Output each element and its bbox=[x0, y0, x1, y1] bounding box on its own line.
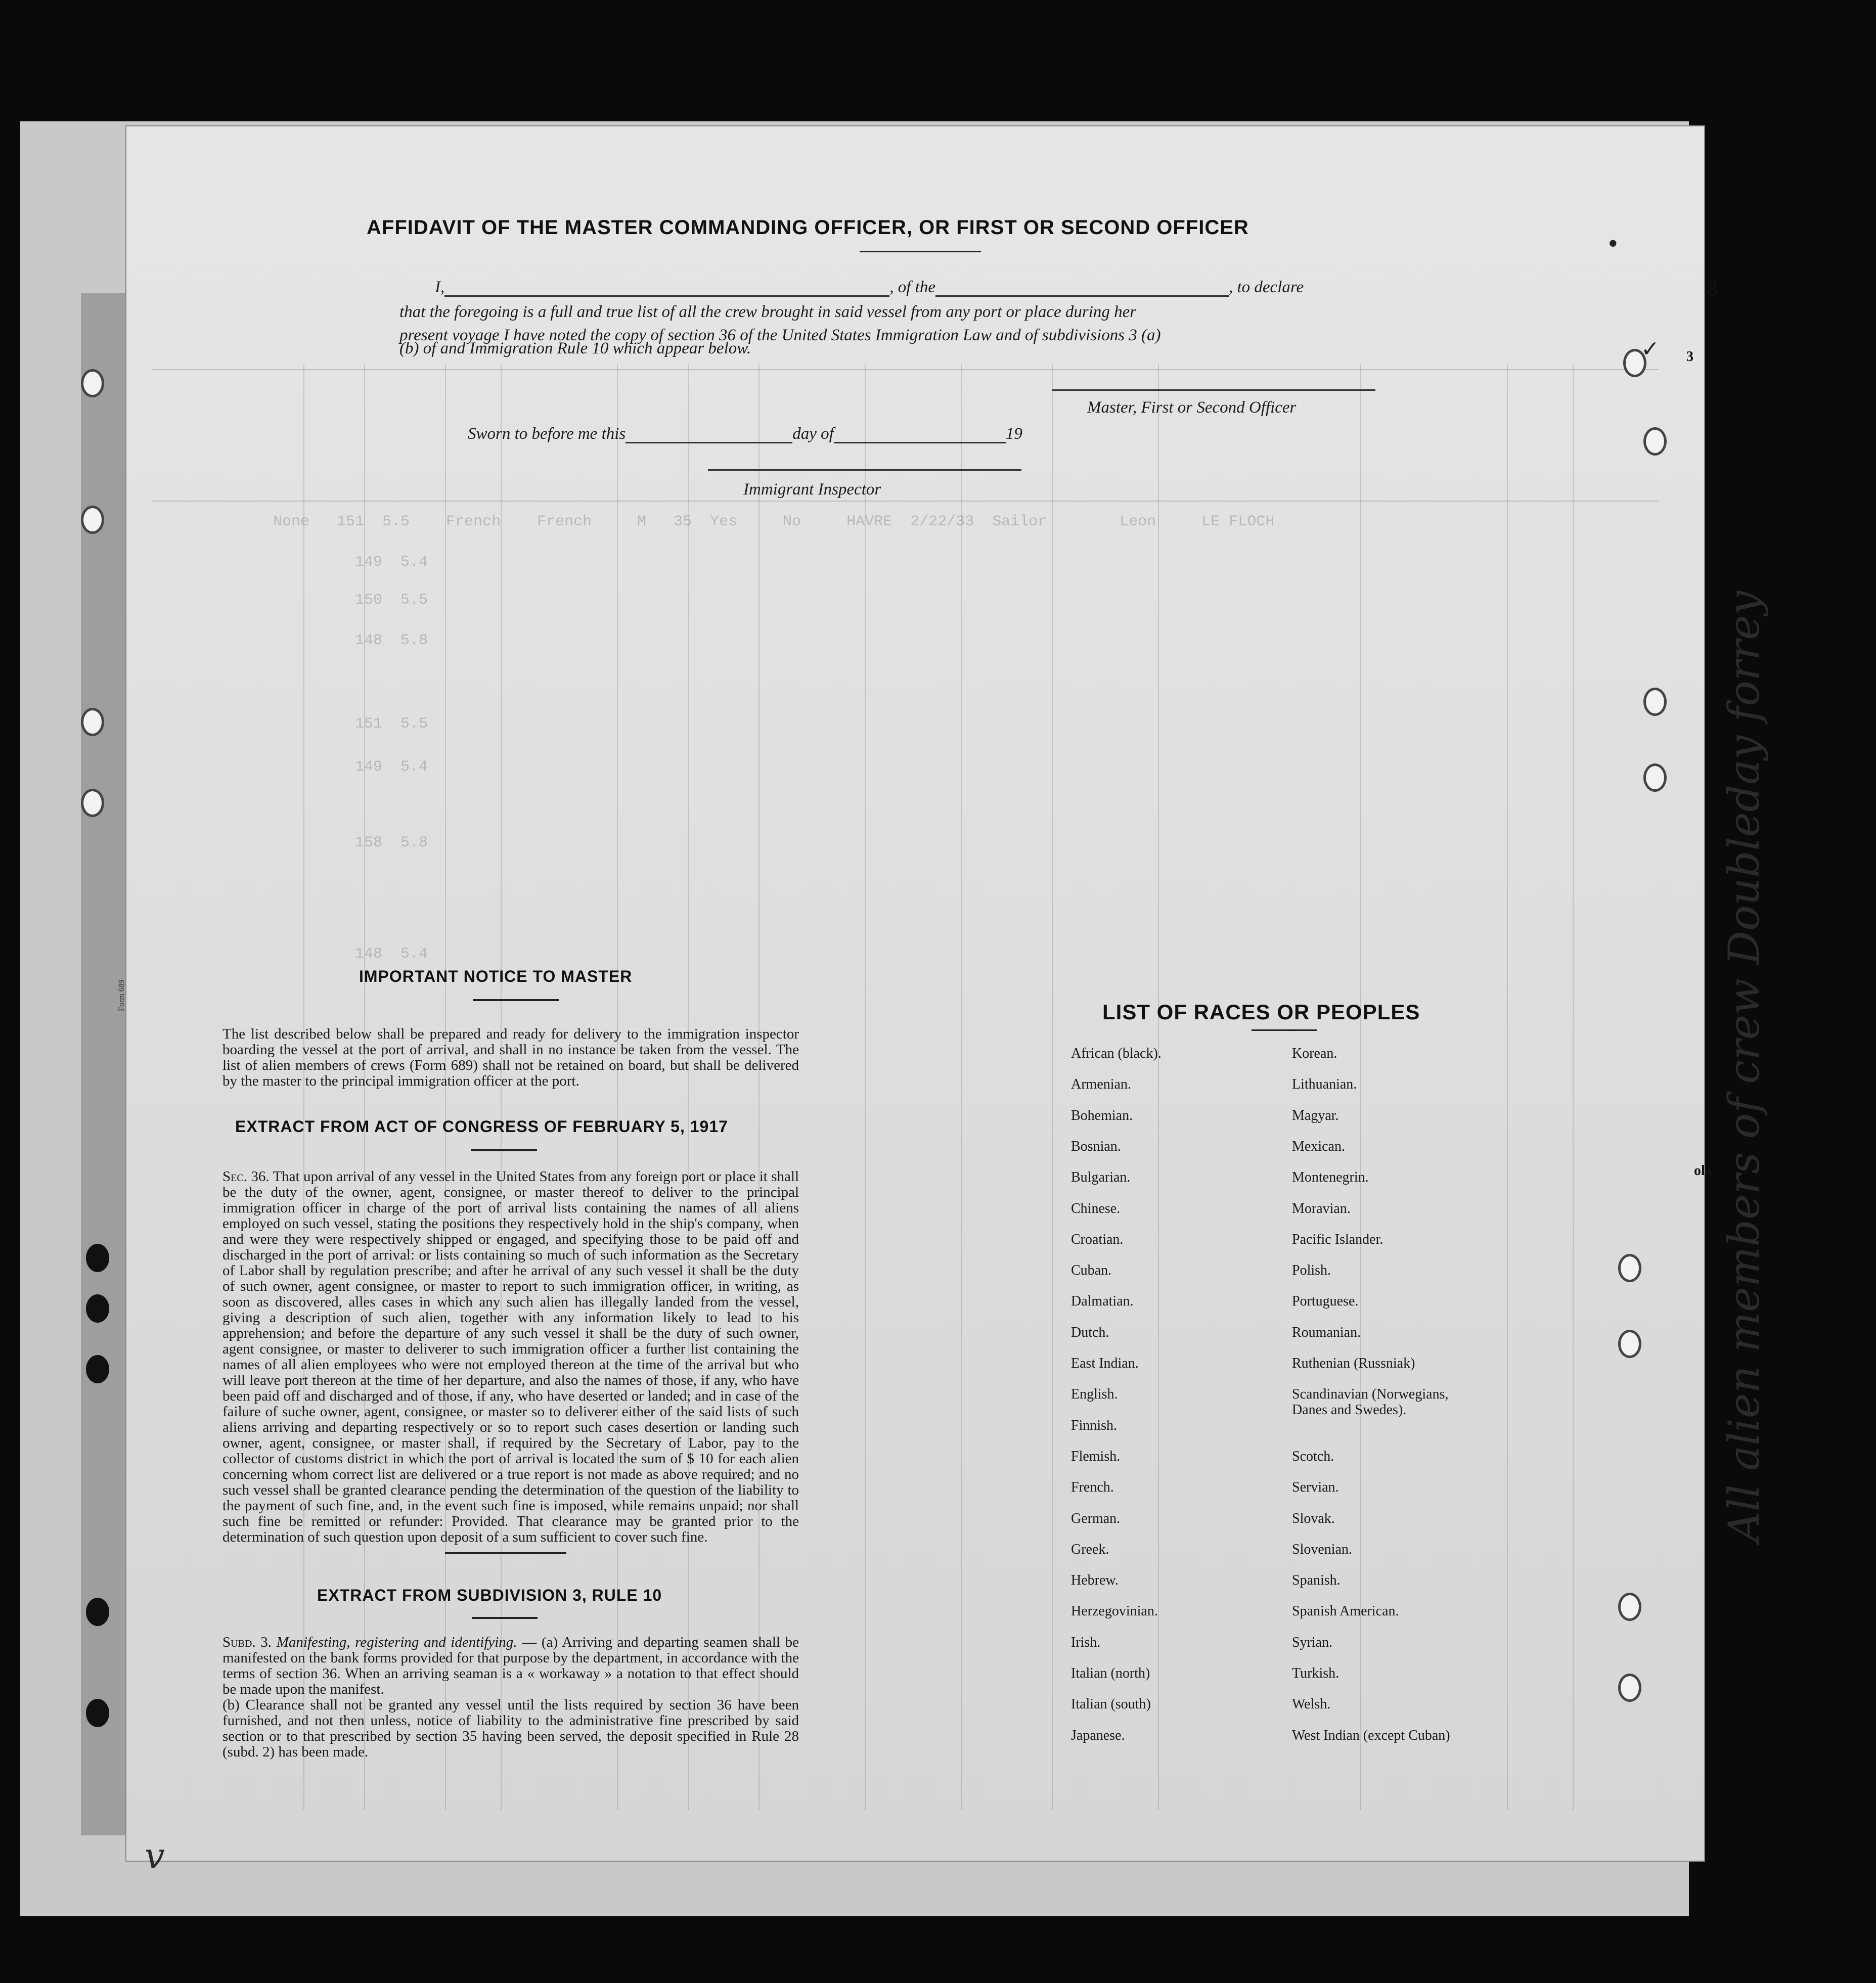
race-item: Moravian. bbox=[1292, 1200, 1351, 1216]
race-item: Chinese. bbox=[1071, 1200, 1121, 1216]
inspector-label: Immigrant Inspector bbox=[743, 480, 881, 499]
race-item: Bulgarian. bbox=[1071, 1169, 1131, 1186]
notice-text: The list described below shall be prepared and ready for delivery to the immigration inspector boarding the vessel at the port of arrival, and shall in no instance be taken from the vessel. The list of alien members of crews (Form 689) shall not be retained on board, but shall be delivered by the master to the principal immigration officer at the port. bbox=[222, 1026, 799, 1089]
binder-hole bbox=[86, 1699, 109, 1727]
ghost-header-line bbox=[152, 501, 1659, 502]
race-item: African (black). bbox=[1071, 1046, 1162, 1061]
binder-hole bbox=[86, 1244, 109, 1272]
ghost-column-line bbox=[1360, 364, 1361, 1810]
rule-divider bbox=[472, 1617, 538, 1619]
races-heading: LIST OF RACES OR PEOPLES bbox=[1102, 1000, 1420, 1024]
binder-hole bbox=[1618, 1674, 1641, 1702]
binder-hole bbox=[1643, 763, 1667, 792]
race-item: Turkish. bbox=[1292, 1665, 1339, 1681]
ghost-row: 150 5.5 bbox=[273, 592, 428, 609]
ghost-row: 148 5.4 bbox=[273, 945, 428, 963]
race-item: Croatian. bbox=[1071, 1231, 1124, 1247]
race-item: Spanish. bbox=[1292, 1572, 1341, 1589]
binder-hole bbox=[81, 708, 104, 736]
ghost-row: 151 5.5 bbox=[273, 715, 428, 733]
sworn-line bbox=[468, 425, 1022, 443]
race-item: Spanish American. bbox=[1292, 1603, 1399, 1619]
day-of-label: day of bbox=[792, 425, 834, 443]
vessel-blank bbox=[935, 295, 1229, 297]
ghost-column-line bbox=[961, 364, 962, 1810]
pencil-mark: v bbox=[145, 1835, 165, 1877]
race-item: Dalmatian. bbox=[1071, 1293, 1134, 1310]
binder-hole bbox=[81, 369, 104, 397]
ghost-column-line bbox=[1052, 364, 1053, 1810]
race-item: Greek. bbox=[1071, 1541, 1109, 1557]
act-heading: EXTRACT FROM ACT OF CONGRESS OF FEBRUARY 5, 1917 bbox=[235, 1117, 728, 1136]
race-item: Polish. bbox=[1292, 1263, 1331, 1279]
sec-label: Sec. 36. bbox=[222, 1168, 270, 1185]
affidavit-declare-label: , to declare bbox=[1228, 278, 1304, 296]
race-item: Magyar. bbox=[1292, 1107, 1339, 1123]
name-blank bbox=[444, 295, 889, 297]
margin-mark: 3 bbox=[1686, 349, 1693, 365]
title-underline bbox=[860, 251, 981, 252]
ghost-row: 148 5.8 bbox=[273, 632, 428, 649]
ghost-column-line bbox=[1573, 364, 1574, 1810]
race-item: Flemish. bbox=[1071, 1448, 1121, 1464]
ghost-row: None 151 5.5 French French M 35 Yes No HAVRE 2/22/33 Sailor Leon LE FLOCH bbox=[273, 513, 1275, 530]
race-item: Italian (north) bbox=[1071, 1665, 1150, 1681]
race-item: Pacific Islander. bbox=[1292, 1231, 1383, 1247]
notice-heading: IMPORTANT NOTICE TO MASTER bbox=[359, 967, 633, 985]
races-divider bbox=[1252, 1029, 1317, 1031]
notice-divider bbox=[473, 999, 559, 1001]
race-item: Ruthenian (Russniak) bbox=[1292, 1356, 1415, 1371]
binder-hole bbox=[86, 1294, 109, 1323]
race-item: East Indian. bbox=[1071, 1356, 1139, 1371]
binder-hole bbox=[86, 1355, 109, 1383]
race-item: Roumanian. bbox=[1292, 1324, 1361, 1340]
race-item: Finnish. bbox=[1071, 1417, 1118, 1433]
race-item: Montenegrin. bbox=[1292, 1169, 1369, 1186]
race-item: Bosnian. bbox=[1071, 1138, 1121, 1154]
subd-title: Manifesting, registering and identifying. bbox=[276, 1634, 517, 1650]
race-item: Welsh. bbox=[1292, 1696, 1331, 1712]
race-item: Syrian. bbox=[1292, 1634, 1333, 1650]
year-label: 19 bbox=[1005, 425, 1022, 443]
subd-text-b: (b) Clearance shall not be granted any vessel until the lists required by section 36 have been furnished, and not then unless, notice of liability to the administrative fine prescribed by said section or to that prescribed by section 35 having been served, the deposit specified in Rule 28 (subd. 2) has been made. bbox=[222, 1697, 799, 1760]
rule-heading: EXTRACT FROM SUBDIVISION 3, RULE 10 bbox=[317, 1586, 662, 1604]
race-item: Lithuanian. bbox=[1292, 1076, 1357, 1093]
subd-text-a: — (a) Arriving and departing seamen shall be manifested on the bank forms provided for that purpose by the department, in accordance with the terms of section 36. When an arriving seaman is a « workaway » a notation to that effect should be made upon the manifest. bbox=[222, 1634, 799, 1697]
margin-fragment: ola bbox=[1694, 1163, 1712, 1179]
race-item: Cuban. bbox=[1071, 1263, 1112, 1279]
sworn-label: Sworn to before me this bbox=[468, 425, 626, 443]
affidavit-of-the-label: , of the bbox=[889, 278, 935, 296]
affidavit-line-1 bbox=[435, 278, 1304, 297]
race-item: Italian (south) bbox=[1071, 1696, 1151, 1712]
ghost-column-line bbox=[865, 364, 866, 1810]
month-blank bbox=[834, 442, 1006, 443]
race-item: Slovenian. bbox=[1292, 1541, 1352, 1557]
race-item: Herzegovinian. bbox=[1071, 1603, 1158, 1619]
act-divider bbox=[471, 1149, 537, 1151]
race-item: Hebrew. bbox=[1071, 1572, 1119, 1589]
race-item: Bohemian. bbox=[1071, 1107, 1133, 1123]
ghost-column-line bbox=[1507, 364, 1508, 1810]
binder-hole bbox=[86, 1598, 109, 1626]
check-mark: • bbox=[1608, 228, 1618, 259]
act-text: That upon arrival of any vessel in the United States from any foreign port or place it shall be the duty of the owner, agent, consignee, or master thereof to deliver to the principal immigration officer in charge of the port of arrival lists containing the names of all aliens employed on such vessel, stating the positions they respectively hold in the ship's company, when and were they were respectively shipped or engaged, and specifying those to be paid off and discharged in the port of arrival: or lists containing so much of such information as the Secretary of Labor shall by regulation prescribe; and after he arrival of any such vessel it shall be the duty of such owner, agent consignee, or master to report to such immigration officer, in writing, as soon as discovered, alles cases in which any such alien has illegally landed from the vessel, giving a description of such alien, together with any information likely to lead to his apprehension; and before the departure of any such vessel it shall be the duty of such owner, agent consignee, or master to deliverer to such immigration officer a further list containing the names of all alien employees who were not employed thereon at the time of the arrival but who will leave port thereon at the time of her departure, and also the names of those, if any, who have been paid off and discharged and of those, if any, who have deserted or landed; and in case of the failure of suche owner, agent, consignee, or master so to deliverer either of the said lists of such aliens arriving and departing respectively or so to report such cases desertion or landing such owner, agent, consignee, or master shall, if required by the Secretary of Labor, pay to the collector of customs district in which the port of arrival is located the sum of $ 10 for each alien concerning whom correct list are delivered or a true report is not made as above required; and no such vessel shall be granted clearance pending the determination of the question of the liability to the payment of such fine, and, in the event such fine is imposed, while remains unpaid; nor shall such fine be remitted or refunder: Provided. That clearance may be granted prior to the determination of such question upon deposit of a sum sufficient to cover such fine. bbox=[222, 1168, 799, 1545]
inspector-signature-line bbox=[708, 469, 1021, 471]
race-item: English. bbox=[1071, 1386, 1118, 1403]
race-item: French. bbox=[1071, 1479, 1114, 1496]
affidavit-line-2: that the foregoing is a full and true list of all the crew brought in said vessel from any port or place during her bbox=[399, 303, 1137, 321]
check-mark: ✓ bbox=[1641, 337, 1660, 362]
page-number: 8 bbox=[1707, 276, 1718, 301]
day-blank bbox=[626, 442, 792, 443]
race-item: Armenian. bbox=[1071, 1076, 1131, 1093]
affidavit-title: AFFIDAVIT OF THE MASTER COMMANDING OFFICER, OR FIRST OR SECOND OFFICER bbox=[367, 216, 1249, 239]
subd-label: Subd. 3. bbox=[222, 1634, 272, 1650]
binder-hole bbox=[1618, 1330, 1641, 1358]
affidavit-line-4: (b) of and Immigration Rule 10 which appear below. bbox=[399, 339, 751, 357]
binder-hole bbox=[81, 789, 104, 817]
race-item: West Indian (except Cuban) bbox=[1292, 1727, 1450, 1743]
handwritten-annotation-right: All alien members of crew Doubleday forrey bbox=[1719, 591, 1769, 1542]
binder-hole bbox=[1643, 688, 1667, 716]
race-item: Japanese. bbox=[1071, 1727, 1125, 1743]
race-item: Slovak. bbox=[1292, 1510, 1335, 1526]
rule-divider-top bbox=[445, 1552, 566, 1554]
ghost-row: 149 5.4 bbox=[273, 554, 428, 571]
binder-hole bbox=[1618, 1593, 1641, 1621]
race-item: German. bbox=[1071, 1510, 1121, 1526]
race-item: Servian. bbox=[1292, 1479, 1339, 1496]
act-text-block bbox=[222, 1169, 799, 1545]
ghost-row: 149 5.4 bbox=[273, 758, 428, 776]
rule-text-block bbox=[222, 1635, 799, 1760]
ghost-column-line bbox=[1158, 364, 1159, 1810]
race-item: Mexican. bbox=[1292, 1138, 1345, 1154]
master-signature-line bbox=[1052, 389, 1375, 391]
race-item: Korean. bbox=[1292, 1046, 1337, 1061]
master-signature-label: Master, First or Second Officer bbox=[1087, 398, 1297, 417]
race-item: Portuguese. bbox=[1292, 1293, 1359, 1310]
binder-hole bbox=[1618, 1254, 1641, 1282]
form-number-label: Form 689 bbox=[117, 979, 126, 1011]
race-item: Scotch. bbox=[1292, 1448, 1334, 1464]
affidavit-line-3: present voyage I have noted the copy of section 36 of the United States Immigration Law and of subdivisions 3 (a) bbox=[399, 326, 1161, 344]
binder-hole bbox=[1643, 427, 1667, 456]
binder-hole bbox=[81, 506, 104, 534]
ghost-row: 158 5.8 bbox=[273, 834, 428, 851]
ghost-header-line bbox=[152, 369, 1659, 370]
race-item: Scandinavian (Norwegians, Danes and Swedes). bbox=[1292, 1386, 1449, 1418]
affidavit-i-label: I, bbox=[435, 278, 445, 296]
race-item: Irish. bbox=[1071, 1634, 1101, 1650]
race-item: Dutch. bbox=[1071, 1324, 1109, 1340]
